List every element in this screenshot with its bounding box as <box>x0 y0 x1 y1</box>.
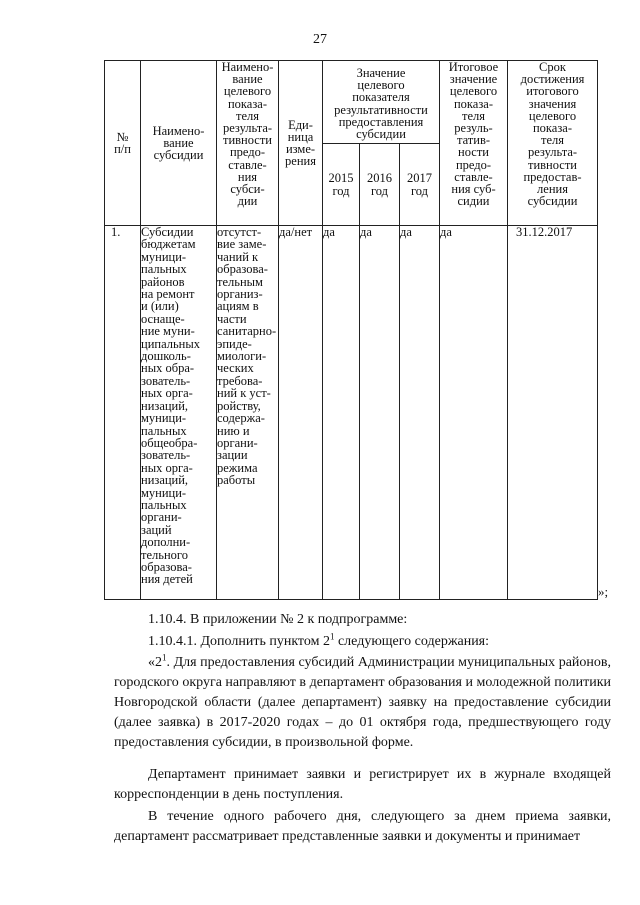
row-indicator-name: отсутст- вие заме- чаний к образова- тельным организ- ациям в части санитарно- эпиде- миологи- ческих требова- ний к уст- ройству, содержа- нию и органи- зации режима работы <box>217 226 279 600</box>
header-year-2016: 2016 год <box>360 144 400 226</box>
paragraph-1-10-4-1: 1.10.4.1. Дополнить пунктом $2^1$ следующего содержания: <box>148 631 490 649</box>
row-total-value: да <box>440 226 508 600</box>
header-total-value: Итоговое значение целевого показа- теля резуль- татив- ности предо- ставле- ния суб- сидии <box>440 61 508 226</box>
header-year-2017: 2017 год <box>400 144 440 226</box>
row-unit: да/нет <box>279 226 323 600</box>
header-indicator-value: Значение целевого показателя результативности предоставления субсидии <box>323 61 440 144</box>
header-year-2015: 2015 год <box>323 144 360 226</box>
row-value-2016: да <box>360 226 400 600</box>
page-number: 27 <box>313 32 327 47</box>
header-subsidy-name: Наимено- вание субсидии <box>141 61 217 226</box>
row-deadline: 31.12.2017 <box>508 226 598 600</box>
row-subsidy-name: Субсидии бюджетам муници- пальных районов на ремонт и (или) оснаще- ние муни- ципальных дошколь- ных обра- зователь- ных орга- низаций, муници- пальных общеобра- зователь- ных орга- низаций, муници- пальных органи- заций дополни- тельного образова- ния детей <box>141 226 217 600</box>
paragraph-item-2-1: «$2^1$. Для предоставления субсидий Администрации муниципальных районов, городского округа направляют в департамент образования и молодежной политики Новгородской области (далее департамент) заявку на предоставление субсидии (далее заявка) в 2017-2020 годах – до 01 октября года, предшествующего году предоставления субсидии, в произвольной форме. <box>114 652 611 750</box>
row-value-2017: да <box>400 226 440 600</box>
subsidy-indicator-table <box>104 60 598 600</box>
header-deadline: Срок достижения итогового значения целевого показа- теля результа- тивности предостав- ления субсидии <box>508 61 598 226</box>
paragraph-1-10-4: 1.10.4. В приложении № 2 к подпрограмме: <box>148 612 408 627</box>
row-value-2015: да <box>323 226 360 600</box>
row-number: 1. <box>105 226 141 600</box>
paragraph-department-registration: Департамент принимает заявки и регистрирует их в журнале входящей корреспонденции в день поступления. <box>114 767 611 802</box>
closing-quote-mark: »; <box>598 584 609 599</box>
header-indicator-name: Наимено- вание целевого показа- теля результа- тивности предо- ставле- ния субси- дии <box>217 61 279 226</box>
header-number: № п/п <box>105 61 141 226</box>
header-unit: Еди- ница изме- рения <box>279 61 323 226</box>
paragraph-review-period: В течение одного рабочего дня, следующего за днем приема заявки, департамент рассматривает представленные заявки и документы и принимает <box>114 809 611 844</box>
